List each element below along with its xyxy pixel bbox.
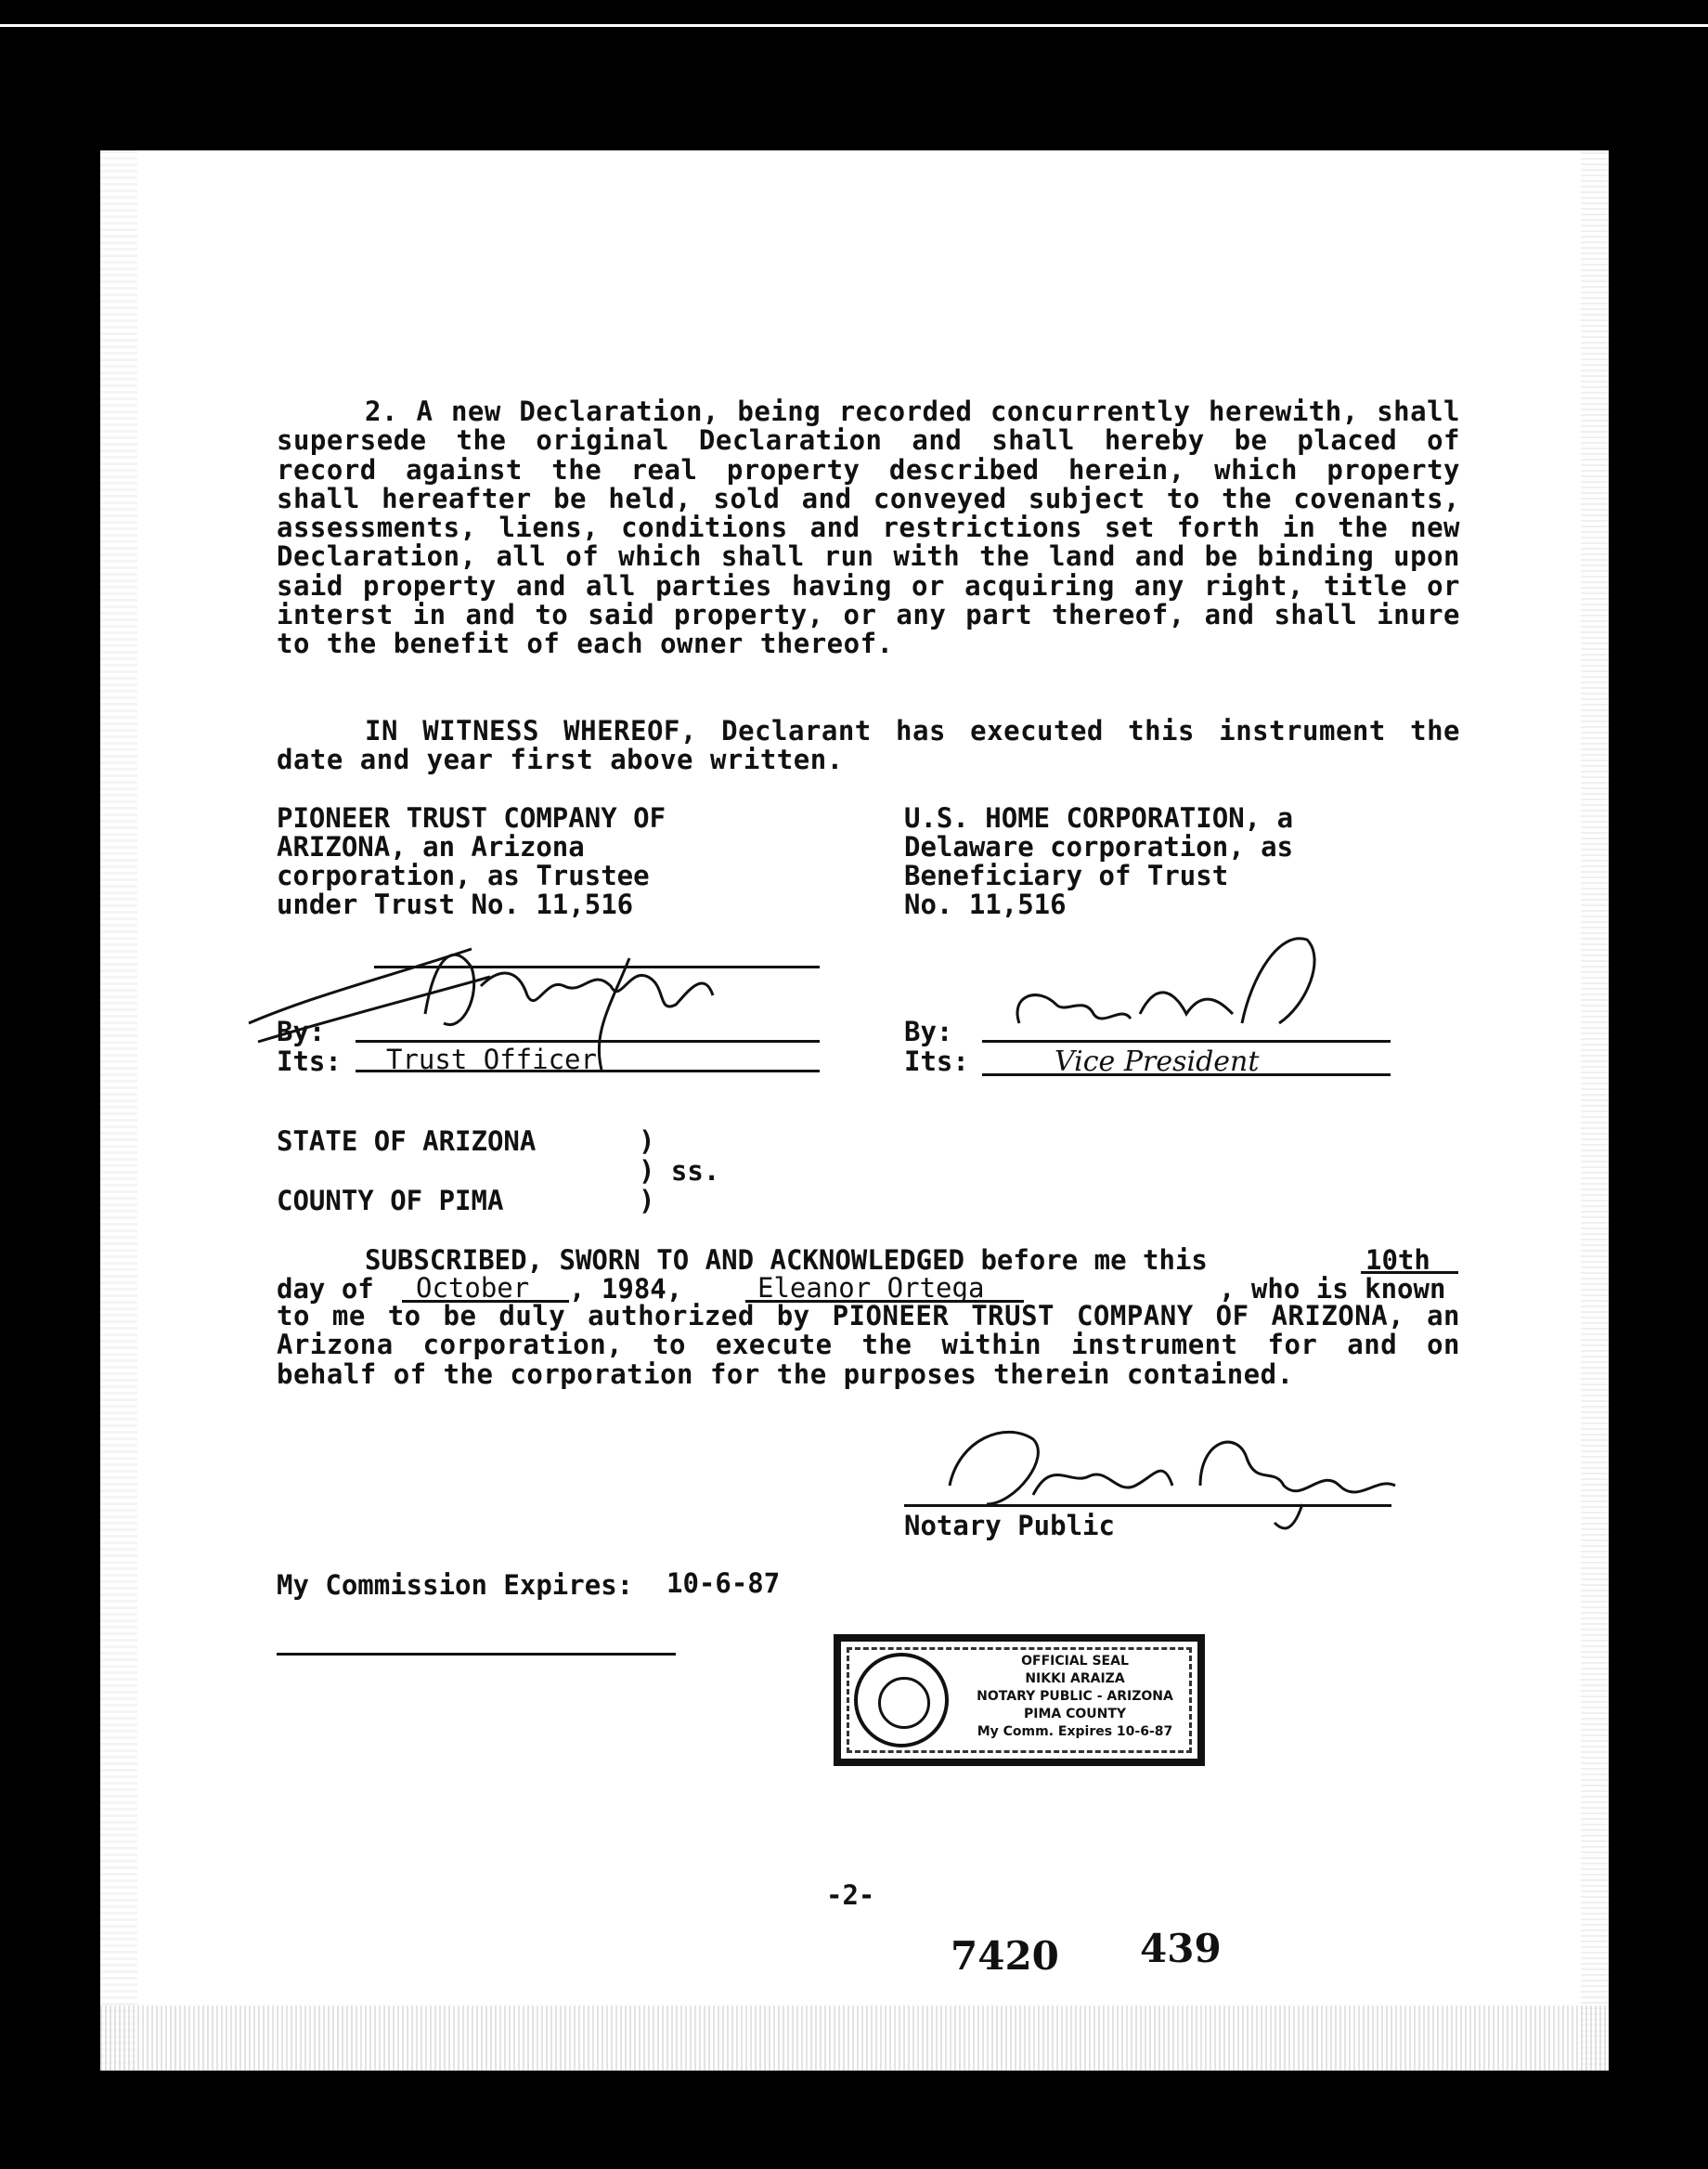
beneficiary-by-line xyxy=(982,1040,1391,1043)
venue-state: STATE OF ARIZONA xyxy=(277,1125,537,1157)
page-number: -2- xyxy=(826,1879,875,1911)
commission-date: 10-6-87 xyxy=(666,1567,781,1599)
trustee-its-label: Its: xyxy=(277,1046,342,1077)
state-seal-emblem xyxy=(854,1653,949,1747)
ack-day-of: day of xyxy=(277,1273,374,1305)
scan-noise-left xyxy=(100,150,137,2071)
trustee-its-value: Trust Officer xyxy=(386,1044,597,1075)
scan-top-line xyxy=(0,24,1708,27)
trustee-by-label: By: xyxy=(277,1016,326,1047)
beneficiary-block: U.S. HOME CORPORATION, a Delaware corporation, as Beneficiary of Trust No. 11,516 xyxy=(904,802,1294,920)
ack-rest: to me to be duly authorized by PIONEER TRUST COMPANY OF ARIZONA, an Arizona corporation, to execute the within instrument for and on behalf of the corporation for the purposes therein contained. xyxy=(277,1300,1460,1390)
paragraph-2: 2. A new Declaration, being recorded concurrently herewith, shall supersede the original Declaration and shall hereby be placed of record against the real property described herein, which property shall hereafter be held, sold and conveyed subject to the covenants, assessments, liens, conditions and restrictions set forth in the new Declaration, all of which shall run with the land and be binding upon said property and all parties having or acquiring any right, title or interst in and to said property, or any part thereof, and shall inure to the benefit of each owner thereof. xyxy=(277,396,1460,660)
venue-paren-3: ) xyxy=(639,1185,655,1216)
ack-year: , 1984, xyxy=(569,1273,683,1305)
trustee-signature-line xyxy=(374,966,820,968)
scan-top-border xyxy=(0,0,1708,116)
commission-label: My Commission Expires: xyxy=(277,1569,634,1601)
ack-month: October xyxy=(416,1272,530,1304)
trustee-block: PIONEER TRUST COMPANY OF ARIZONA, an Arizona corporation, as Trustee under Trust No. 11,516 xyxy=(277,802,666,920)
trustee-by-line xyxy=(356,1040,820,1043)
page-reference: 439 xyxy=(1140,1926,1222,1971)
docket-number: 7420 xyxy=(951,1933,1059,1979)
venue-paren-1: ) xyxy=(639,1125,655,1157)
scan-noise-right xyxy=(1581,150,1609,2071)
beneficiary-signature xyxy=(1001,921,1335,1051)
notary-seal-stamp xyxy=(834,1634,1205,1766)
blank-signature-line xyxy=(277,1653,676,1656)
venue-paren-2: ) ss. xyxy=(639,1155,720,1187)
beneficiary-by-label: By: xyxy=(904,1016,953,1047)
ack-day: 10th xyxy=(1365,1244,1430,1276)
document-page xyxy=(100,150,1609,2071)
venue-county: COUNTY OF PIMA xyxy=(277,1185,504,1216)
scan-noise-bottom xyxy=(100,2006,1609,2071)
notary-signature-line xyxy=(904,1504,1391,1507)
trustee-its-line xyxy=(356,1070,820,1072)
witness-clause: IN WITNESS WHEREOF, Declarant has executed this instrument the date and year first above written. xyxy=(277,715,1460,776)
beneficiary-its-value: Vice President xyxy=(1055,1046,1260,1078)
ack-who-is-known: , who is known xyxy=(1219,1273,1446,1305)
ack-lead: SUBSCRIBED, SWORN TO AND ACKNOWLEDGED before me this xyxy=(365,1244,1208,1276)
beneficiary-its-line xyxy=(982,1073,1391,1076)
ack-name: Eleanor Ortega xyxy=(757,1272,985,1304)
notary-label: Notary Public xyxy=(904,1510,1115,1541)
beneficiary-its-label: Its: xyxy=(904,1046,969,1077)
seal-text: OFFICIAL SEAL NIKKI ARAIZA NOTARY PUBLIC - ARIZONA PIMA COUNTY My Comm. Expires 10-6-87 xyxy=(977,1654,1173,1739)
